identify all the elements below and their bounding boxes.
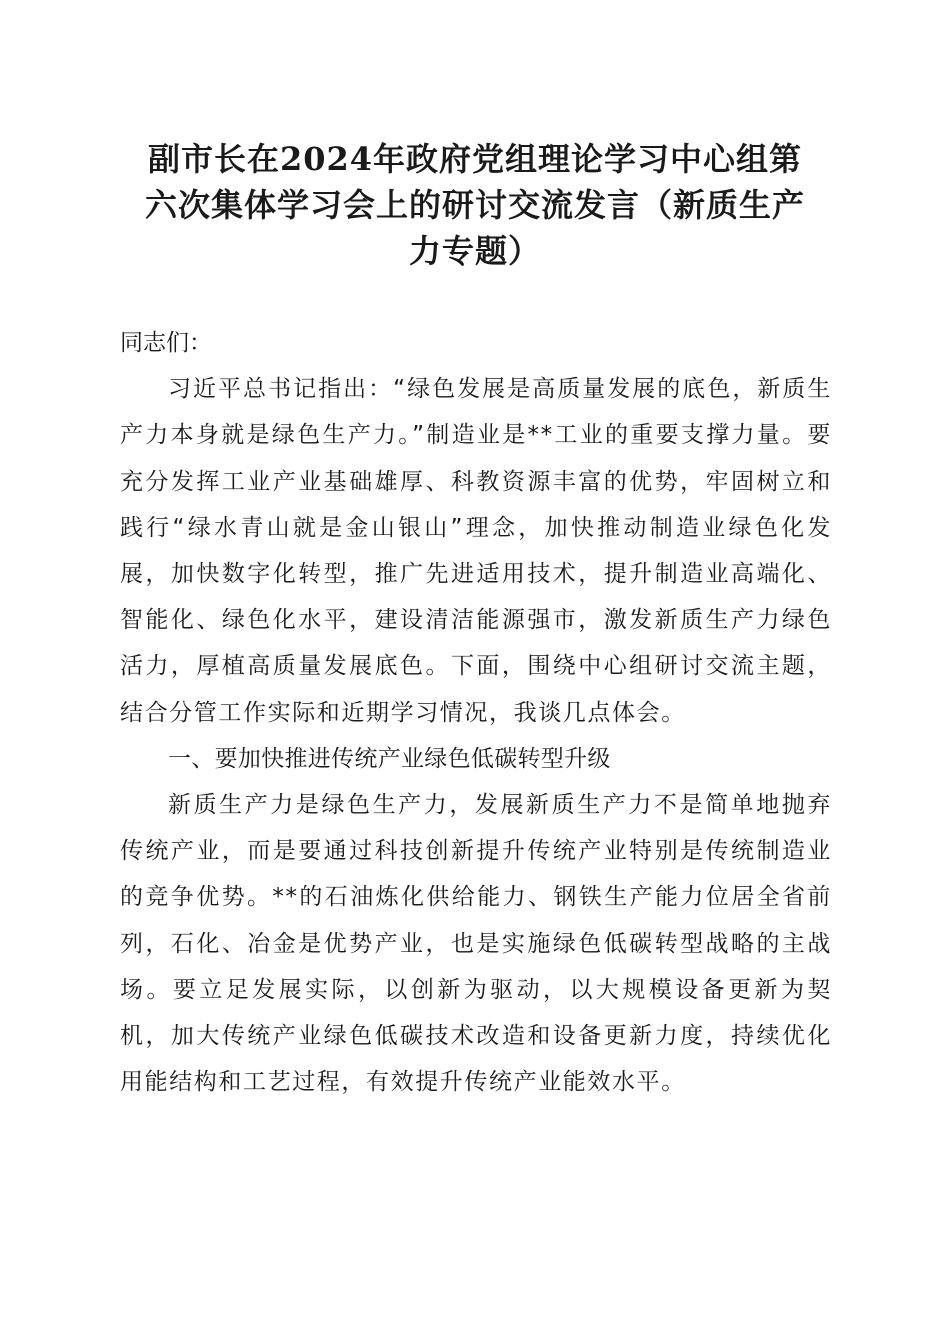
title-line-2: 六次集体学习会上的研讨交流发言（新质生产 — [144, 186, 805, 224]
salutation: 同志们： — [120, 330, 212, 356]
title-line-1: 副市长在2024年政府党组理论学习中心组第 — [147, 140, 803, 178]
section-1-paragraph: 新质生产力是绿色生产力，发展新质生产力不是简单地抛弃传统产业，而是要通过科技创新提升传统产业特别是传统制造业的竞争优势。**的石油炼化供给能力、钢铁生产能力位居全省前列，石化、冶金是优势产业，也是实施绿色低碳转型战略的主战场。要立足发展实际，以创新为驱动，以大规模设备更新为契机，加大传统产业绿色低碳技术改造和设备更新力度，持续优化用能结构和工艺过程，有效提升传统产业能效水平。 — [120, 792, 832, 1096]
intro-paragraph: 习近平总书记指出：“绿色发展是高质量发展的底色，新质生产力本身就是绿色生产力。”制造业是**工业的重要支撑力量。要充分发挥工业产业基础雄厚、科教资源丰富的优势，牢固树立和践行“绿水青山就是金山银山”理念，加快推动制造业绿色化发展，加快数字化转型，推广先进适用技术，提升制造业高端化、智能化、绿色化水平，建设清洁能源强市，激发新质生产力绿色活力，厚植高质量发展底色。下面，围绕中心组研讨交流主题，结合分管工作实际和近期学习情况，我谈几点体会。 — [120, 376, 832, 726]
document-body — [120, 320, 832, 1105]
title-line-3: 力专题） — [408, 232, 541, 270]
section-heading-1: 一、要加快推进传统产业绿色低碳转型升级 — [168, 745, 611, 772]
document-title — [100, 136, 850, 274]
